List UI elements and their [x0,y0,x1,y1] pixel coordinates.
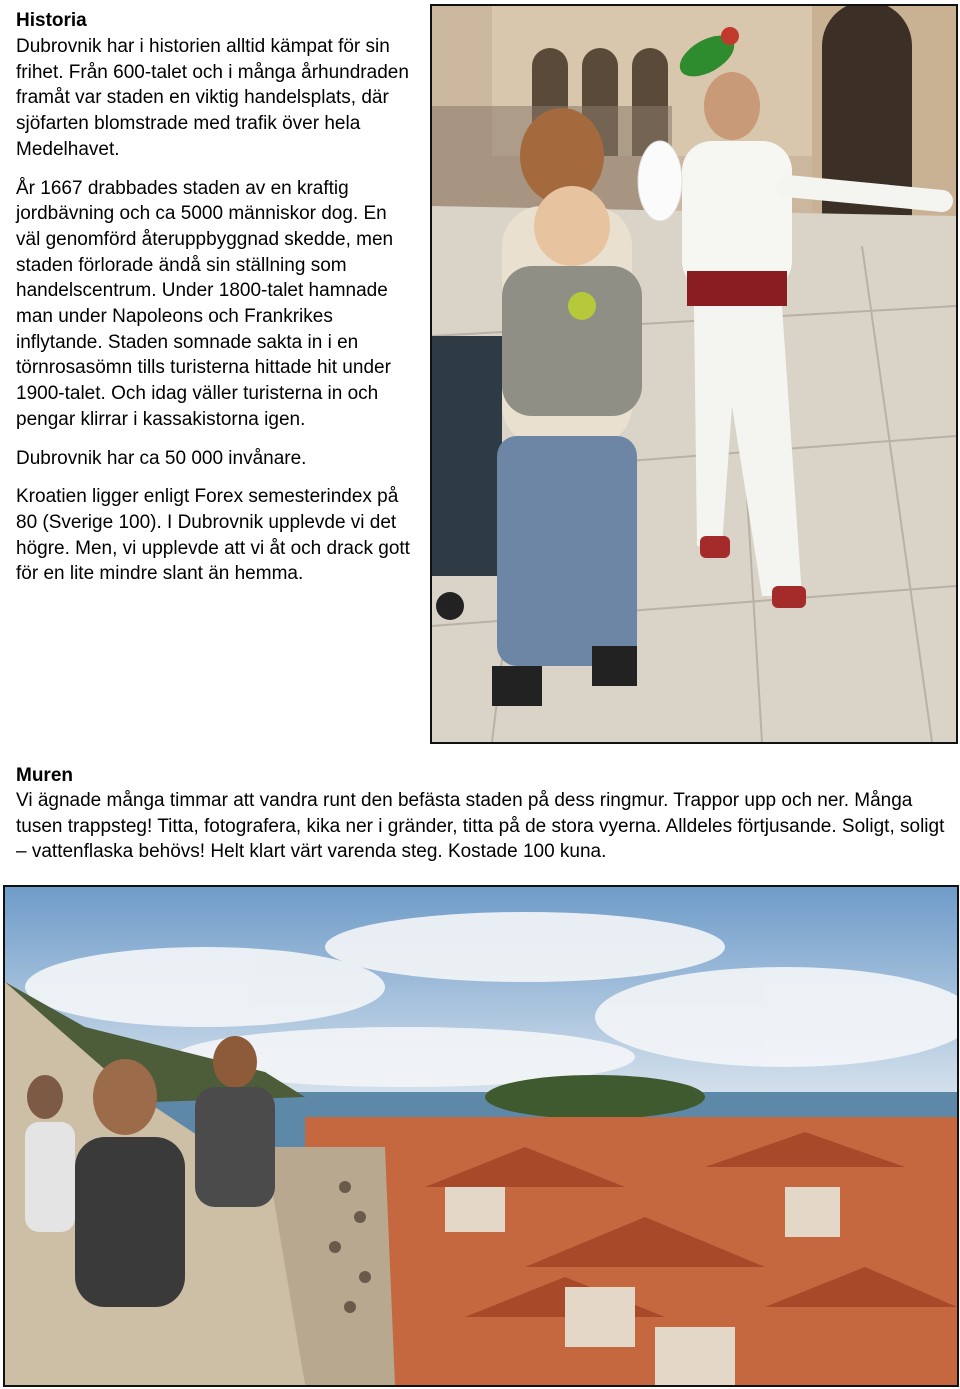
historia-paragraph-3: Dubrovnik har ca 50 000 invånare. [16,447,307,469]
city-wall-view-photo [3,885,959,1387]
muren-heading: Muren [16,765,73,786]
muren-paragraph: Vi ägnade många timmar att vandra runt den befästa staden på dess ringmur. Trappor upp och ner. Många tusen trappsteg! Titta, fotografera, kika ner i gränder, titta på de stora vyerna. Alldeles förtjusande. Soligt, soligt – vattenflaska behövs! Helt klart värt varenda steg. Kostade 100 kuna. [16,790,945,863]
historia-paragraph-1: Dubrovnik har i historien alltid kämpat för sin frihet. Från 600-talet och i många århundraden framåt var staden en viktig handelsplats, där sjöfarten blomstrade med trafik över hela Medelhavet. [16,36,409,160]
historia-heading: Historia [16,10,87,31]
historia-paragraph-4: Kroatien ligger enligt Forex semesterindex på 80 (Sverige 100). I Dubrovnik upplevde vi det högre. Men, vi upplevde att vi åt och drack gott för en lite mindre slant än hemma. [16,486,410,585]
street-scene-photo [430,4,958,744]
historia-paragraph-2: År 1667 drabbades staden av en kraftig jordbävning och ca 5000 människor dog. En väl genomförd återuppbyggnad skedde, men staden förlorade ändå sin ställning som handelscentrum. Under 1800-talet hamnade man under Napoleons och Frankrikes inflytande. Staden somnade sakta in i en törnrosasömn tills turisterna hittade hit under 1900-talet. Och idag väller turisterna in och pengar klirrar i kassakistorna igen. [16,177,394,430]
historia-text-column [16,34,416,600]
